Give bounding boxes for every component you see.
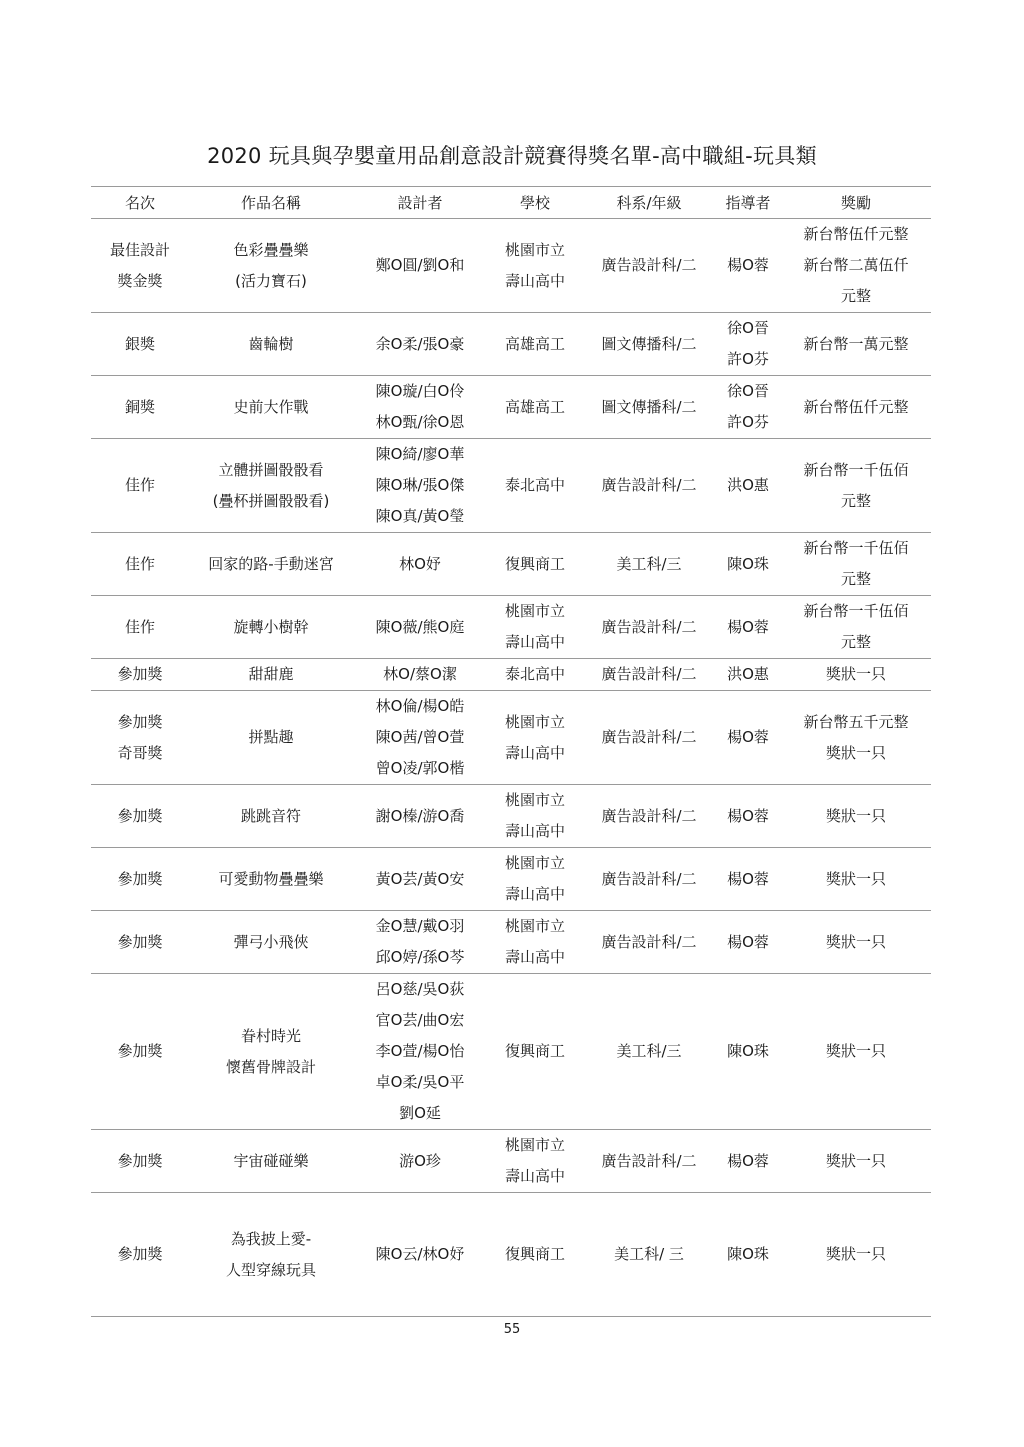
reward-cell-line: 獎狀一只 <box>825 665 886 683</box>
department-cell <box>583 659 715 691</box>
table-row <box>91 848 931 911</box>
work-name-cell-line: 拼點趣 <box>248 728 294 746</box>
designers-cell-line: 黃O芸/黃O安 <box>375 869 465 888</box>
rank-cell-line: 參加獎 <box>117 1245 163 1263</box>
rank-cell-line: 佳作 <box>124 617 155 636</box>
advisor-cell <box>715 785 781 848</box>
school-cell <box>487 439 583 533</box>
advisor-cell-line: 陳O珠 <box>727 554 769 573</box>
school-cell <box>487 376 583 439</box>
school-cell-line: 泰北高中 <box>504 665 565 683</box>
table-row <box>91 313 931 376</box>
designers-cell <box>353 974 487 1130</box>
reward-cell <box>781 1130 931 1193</box>
advisor-cell <box>715 659 781 691</box>
school-cell-line: 桃園市立 <box>504 917 565 935</box>
school-cell-line: 壽山高中 <box>504 948 565 966</box>
advisor-cell-line: 楊O蓉 <box>727 1151 769 1170</box>
work-name-cell <box>189 439 353 533</box>
advisor-cell-line: 許O芬 <box>727 413 769 431</box>
designers-cell-line: 陳O云/林O妤 <box>375 1245 465 1263</box>
designers-cell <box>353 313 487 376</box>
school-cell <box>487 911 583 974</box>
designers-cell-line: 陳O綺/廖O華 <box>375 445 465 463</box>
reward-cell-line: 獎狀一只 <box>825 743 886 762</box>
work-name-cell-line: 跳跳音符 <box>240 806 301 825</box>
designers-cell <box>353 1193 487 1317</box>
designers-cell <box>353 376 487 439</box>
work-name-cell <box>189 691 353 785</box>
table-row <box>91 1193 931 1317</box>
designers-cell <box>353 911 487 974</box>
rank-cell-line: 銅獎 <box>124 397 155 416</box>
department-cell-line: 圖文傳播科/二 <box>601 334 697 353</box>
rank-cell <box>91 376 189 439</box>
advisor-cell-line: 楊O蓉 <box>727 617 769 636</box>
department-cell-line: 廣告設計科/二 <box>601 869 697 888</box>
work-name-cell-line: (疊杯拼圖骰骰看) <box>212 491 330 510</box>
advisor-cell <box>715 219 781 313</box>
column-header-reward: 獎勵 <box>781 187 931 219</box>
table-row <box>91 439 931 533</box>
department-cell-line: 廣告設計科/二 <box>601 476 697 494</box>
school-cell <box>487 313 583 376</box>
department-cell <box>583 974 715 1130</box>
column-header-designers: 設計者 <box>353 187 487 219</box>
school-cell <box>487 1193 583 1317</box>
advisor-cell-line: 陳O珠 <box>727 1042 769 1060</box>
school-cell <box>487 974 583 1130</box>
department-cell-line: 圖文傳播科/二 <box>601 397 697 416</box>
work-name-cell-line: 為我披上愛- <box>230 1229 312 1248</box>
designers-cell <box>353 219 487 313</box>
work-name-cell-line: 宇宙碰碰樂 <box>233 1151 309 1170</box>
school-cell-line: 復興商工 <box>504 1245 565 1263</box>
school-cell <box>487 533 583 596</box>
table-row <box>91 911 931 974</box>
awards-table <box>91 186 931 1317</box>
school-cell-line: 桃園市立 <box>504 712 565 731</box>
work-name-cell-line: 齒輪樹 <box>248 334 294 353</box>
rank-cell-line: 佳作 <box>124 476 155 494</box>
work-name-cell-line: 旋轉小樹幹 <box>233 617 309 636</box>
advisor-cell <box>715 313 781 376</box>
reward-cell-line: 獎狀一只 <box>825 806 886 825</box>
department-cell-line: 廣告設計科/二 <box>601 617 697 636</box>
advisor-cell-line: 楊O蓉 <box>727 932 769 951</box>
school-cell-line: 高雄高工 <box>504 334 565 353</box>
rank-cell-line: 最佳設計 <box>109 240 170 259</box>
reward-cell <box>781 533 931 596</box>
work-name-cell-line: 眷村時光 <box>240 1026 301 1045</box>
table-row <box>91 691 931 785</box>
advisor-cell-line: 徐O晉 <box>727 319 769 337</box>
designers-cell-line: 呂O慈/吳O荻 <box>375 980 465 998</box>
department-cell-line: 美工科/三 <box>616 554 682 573</box>
rank-cell <box>91 974 189 1130</box>
rank-cell <box>91 533 189 596</box>
rank-cell-line: 銀獎 <box>124 334 155 353</box>
award-rows <box>91 219 931 1317</box>
department-cell <box>583 691 715 785</box>
rank-cell-line: 參加獎 <box>117 932 163 951</box>
reward-cell-line: 元整 <box>840 287 871 305</box>
school-cell-line: 壽山高中 <box>504 885 565 903</box>
rank-cell-line: 獎金獎 <box>117 271 163 290</box>
rank-cell <box>91 785 189 848</box>
designers-cell <box>353 439 487 533</box>
page-title: 2020 玩具與孕嬰童用品創意設計競賽得獎名單-高中職組-玩具類 <box>207 144 817 168</box>
school-cell-line: 桃園市立 <box>504 602 565 620</box>
work-name-cell <box>189 313 353 376</box>
reward-cell <box>781 848 931 911</box>
designers-cell-line: 林O倫/楊O皓 <box>375 697 465 715</box>
designers-cell-line: 劉O延 <box>399 1104 441 1122</box>
work-name-cell-line: (活力寶石) <box>235 271 307 290</box>
work-name-cell-line: 可愛動物疊疊樂 <box>218 869 324 888</box>
advisor-cell-line: 陳O珠 <box>727 1245 769 1263</box>
department-cell <box>583 911 715 974</box>
work-name-cell-line: 色彩疊疊樂 <box>233 240 309 259</box>
designers-cell-line: 余O柔/張O豪 <box>375 334 465 353</box>
department-cell <box>583 439 715 533</box>
rank-cell <box>91 691 189 785</box>
reward-cell <box>781 911 931 974</box>
school-cell <box>487 219 583 313</box>
designers-cell-line: 陳O璇/白O伶 <box>375 382 465 400</box>
advisor-cell <box>715 376 781 439</box>
table-row <box>91 659 931 691</box>
rank-cell <box>91 848 189 911</box>
rank-cell <box>91 1130 189 1193</box>
rank-cell-line: 參加獎 <box>117 869 163 888</box>
page-number: 55 <box>503 1322 521 1337</box>
school-cell-line: 壽山高中 <box>504 633 565 651</box>
department-cell <box>583 785 715 848</box>
reward-cell-line: 新台幣伍仟元整 <box>803 397 909 416</box>
rank-cell-line: 參加獎 <box>117 712 163 731</box>
school-cell <box>487 1130 583 1193</box>
designers-cell-line: 官O芸/曲O宏 <box>375 1011 465 1029</box>
designers-cell-line: 陳O真/黃O瑩 <box>375 507 465 525</box>
school-cell <box>487 596 583 659</box>
reward-cell <box>781 785 931 848</box>
department-cell-line: 廣告設計科/二 <box>601 806 697 825</box>
designers-cell <box>353 848 487 911</box>
designers-cell-line: 鄭O圓/劉O和 <box>375 256 465 274</box>
designers-cell-line: 陳O薇/熊O庭 <box>375 617 465 636</box>
table-row <box>91 1130 931 1193</box>
reward-cell-line: 獎狀一只 <box>825 869 886 888</box>
school-cell-line: 壽山高中 <box>504 743 565 762</box>
school-cell-line: 壽山高中 <box>504 271 565 290</box>
designers-cell-line: 李O萱/楊O怡 <box>375 1042 465 1060</box>
rank-cell-line: 參加獎 <box>117 1042 163 1060</box>
department-cell-line: 美工科/三 <box>616 1042 682 1060</box>
reward-cell <box>781 596 931 659</box>
work-name-cell-line: 懷舊骨牌設計 <box>225 1057 316 1076</box>
reward-cell <box>781 376 931 439</box>
work-name-cell <box>189 1193 353 1317</box>
work-name-cell <box>189 911 353 974</box>
advisor-cell <box>715 1193 781 1317</box>
work-name-cell-line: 人型穿線玩具 <box>225 1260 316 1279</box>
school-cell-line: 復興商工 <box>504 1042 565 1060</box>
work-name-cell-line: 彈弓小飛俠 <box>233 932 309 951</box>
advisor-cell-line: 洪O惠 <box>727 665 769 683</box>
rank-cell-line: 參加獎 <box>117 665 163 683</box>
school-cell <box>487 691 583 785</box>
rank-cell <box>91 439 189 533</box>
reward-cell <box>781 691 931 785</box>
designers-cell-line: 邱O婷/孫O芩 <box>375 948 465 966</box>
reward-cell-line: 新台幣一千伍佰 <box>803 602 909 620</box>
school-cell-line: 桃園市立 <box>504 854 565 872</box>
department-cell <box>583 596 715 659</box>
advisor-cell <box>715 1130 781 1193</box>
rank-cell-line: 奇哥獎 <box>117 743 163 762</box>
department-cell <box>583 848 715 911</box>
advisor-cell-line: 洪O惠 <box>727 476 769 494</box>
advisor-cell <box>715 596 781 659</box>
department-cell-line: 美工科/ 三 <box>614 1245 684 1263</box>
school-cell-line: 壽山高中 <box>504 1167 565 1185</box>
department-cell-line: 廣告設計科/二 <box>601 665 697 683</box>
department-cell-line: 廣告設計科/二 <box>601 1151 697 1170</box>
table-row <box>91 219 931 313</box>
reward-cell-line: 獎狀一只 <box>825 932 886 951</box>
reward-cell-line: 元整 <box>840 570 871 588</box>
designers-cell-line: 林O/蔡O潔 <box>383 665 457 683</box>
school-cell <box>487 659 583 691</box>
reward-cell-line: 新台幣二萬伍仟 <box>803 256 909 274</box>
rank-cell <box>91 596 189 659</box>
designers-cell <box>353 596 487 659</box>
advisor-cell-line: 許O芬 <box>727 350 769 368</box>
work-name-cell <box>189 1130 353 1193</box>
column-header-work: 作品名稱 <box>189 187 353 219</box>
table-row <box>91 785 931 848</box>
rank-cell-line: 佳作 <box>124 554 155 573</box>
reward-cell-line: 元整 <box>840 491 871 510</box>
department-cell <box>583 1130 715 1193</box>
designers-cell-line: 林O甄/徐O恩 <box>375 413 465 431</box>
work-name-cell <box>189 376 353 439</box>
designers-cell-line: 陳O茜/曾O萱 <box>375 728 465 746</box>
reward-cell-line: 獎狀一只 <box>825 1245 886 1263</box>
reward-cell <box>781 1193 931 1317</box>
advisor-cell-line: 楊O蓉 <box>727 728 769 746</box>
rank-cell <box>91 219 189 313</box>
table-row <box>91 533 931 596</box>
advisor-cell-line: 楊O蓉 <box>727 256 769 274</box>
work-name-cell <box>189 974 353 1130</box>
rank-cell-line: 參加獎 <box>117 806 163 825</box>
header-row <box>91 187 931 219</box>
advisor-cell-line: 徐O晉 <box>727 382 769 400</box>
reward-cell-line: 新台幣一千伍佰 <box>803 539 909 557</box>
reward-cell <box>781 974 931 1130</box>
department-cell <box>583 376 715 439</box>
designers-cell-line: 金O慧/戴O羽 <box>375 917 465 935</box>
rank-cell <box>91 313 189 376</box>
school-cell-line: 桃園市立 <box>504 240 565 259</box>
rank-cell <box>91 1193 189 1317</box>
work-name-cell <box>189 848 353 911</box>
work-name-cell <box>189 596 353 659</box>
designers-cell-line: 謝O榛/游O喬 <box>375 806 465 825</box>
reward-cell-line: 新台幣伍仟元整 <box>803 225 909 243</box>
school-cell-line: 桃園市立 <box>504 1136 565 1154</box>
reward-cell-line: 獎狀一只 <box>825 1042 886 1060</box>
table-row <box>91 376 931 439</box>
designers-cell-line: 陳O琳/張O傑 <box>375 476 465 494</box>
school-cell-line: 泰北高中 <box>504 476 565 494</box>
designers-cell-line: 林O妤 <box>399 554 441 573</box>
designers-cell <box>353 1130 487 1193</box>
school-cell-line: 壽山高中 <box>504 822 565 840</box>
reward-cell-line: 新台幣五千元整 <box>803 712 909 731</box>
reward-cell-line: 新台幣一千伍佰 <box>803 460 909 479</box>
designers-cell <box>353 659 487 691</box>
department-cell-line: 廣告設計科/二 <box>601 728 697 746</box>
reward-cell <box>781 219 931 313</box>
department-cell <box>583 219 715 313</box>
column-header-advisor: 指導者 <box>715 187 781 219</box>
work-name-cell-line: 甜甜鹿 <box>248 665 294 683</box>
school-cell <box>487 785 583 848</box>
table-row <box>91 974 931 1130</box>
advisor-cell <box>715 974 781 1130</box>
designers-cell <box>353 533 487 596</box>
school-cell-line: 復興商工 <box>504 554 565 573</box>
designers-cell-line: 卓O柔/吳O平 <box>375 1073 465 1091</box>
advisor-cell-line: 楊O蓉 <box>727 869 769 888</box>
designers-cell-line: 游O珍 <box>399 1151 441 1170</box>
work-name-cell-line: 回家的路-手動迷宮 <box>208 554 334 573</box>
reward-cell-line: 元整 <box>840 633 871 651</box>
work-name-cell <box>189 659 353 691</box>
advisor-cell <box>715 848 781 911</box>
advisor-cell-line: 楊O蓉 <box>727 806 769 825</box>
advisor-cell <box>715 439 781 533</box>
table-row <box>91 596 931 659</box>
work-name-cell <box>189 219 353 313</box>
department-cell-line: 廣告設計科/二 <box>601 932 697 951</box>
rank-cell <box>91 911 189 974</box>
school-cell <box>487 848 583 911</box>
department-cell-line: 廣告設計科/二 <box>601 256 697 274</box>
designers-cell <box>353 785 487 848</box>
designers-cell-line: 曾O凌/郭O楷 <box>375 759 465 777</box>
reward-cell-line: 獎狀一只 <box>825 1151 886 1170</box>
school-cell-line: 桃園市立 <box>504 791 565 809</box>
column-header-department: 科系/年級 <box>583 187 715 219</box>
reward-cell <box>781 439 931 533</box>
work-name-cell-line: 史前大作戰 <box>233 397 309 416</box>
designers-cell <box>353 691 487 785</box>
work-name-cell <box>189 785 353 848</box>
work-name-cell <box>189 533 353 596</box>
reward-cell-line: 新台幣一萬元整 <box>803 334 909 353</box>
department-cell <box>583 313 715 376</box>
work-name-cell-line: 立體拼圖骰骰看 <box>218 460 324 479</box>
column-header-school: 學校 <box>487 187 583 219</box>
rank-cell <box>91 659 189 691</box>
department-cell <box>583 1193 715 1317</box>
advisor-cell <box>715 533 781 596</box>
rank-cell-line: 參加獎 <box>117 1151 163 1170</box>
school-cell-line: 高雄高工 <box>504 397 565 416</box>
reward-cell <box>781 313 931 376</box>
column-header-rank: 名次 <box>91 187 189 219</box>
advisor-cell <box>715 911 781 974</box>
department-cell <box>583 533 715 596</box>
advisor-cell <box>715 691 781 785</box>
reward-cell <box>781 659 931 691</box>
